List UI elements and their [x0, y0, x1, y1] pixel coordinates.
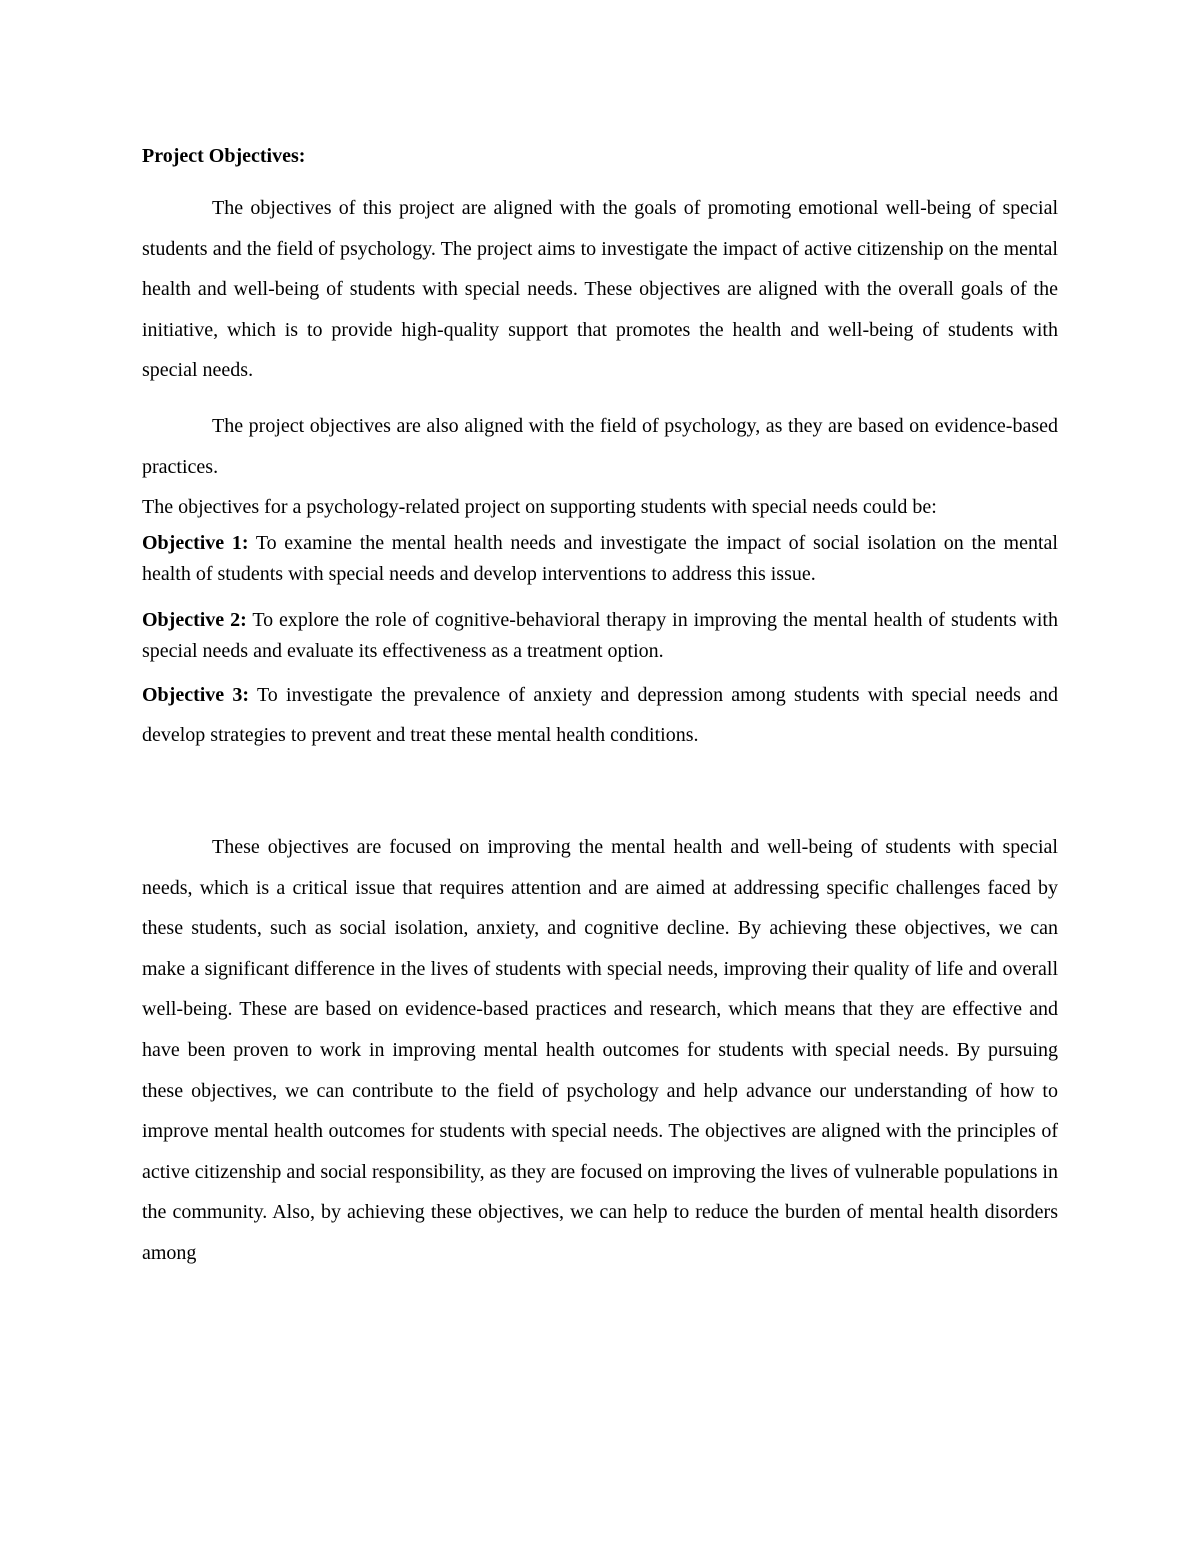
- objective-1-label: Objective 1:: [142, 531, 249, 554]
- paragraph-psychology-alignment: The project objectives are also aligned with the field of psychology, as they are based on evidence-based practices.: [142, 414, 1058, 478]
- objective-3-label: Objective 3:: [142, 683, 250, 706]
- paragraph-alignment: The objectives of this project are aligned with the goals of promoting emotional well-being of special students and the field of psychology. The project aims to investigate the impact of active citizenship on the mental health and well-being of students with special needs. These objectives are aligned with the overall goals of the initiative, which is to provide high-quality support that promotes the health and well-being of students with special needs.: [142, 197, 1058, 382]
- objective-3: [142, 675, 1058, 756]
- objective-1-text: To examine the mental health needs and investigate the impact of social isolation on the mental health of students with special needs and develop interventions to address this issue.: [142, 531, 1058, 585]
- objective-2-text: To explore the role of cognitive-behavioral therapy in improving the mental health of students with special needs and evaluate its effectiveness as a treatment option.: [142, 608, 1058, 662]
- section-heading: Project Objectives:: [142, 145, 306, 167]
- document-body: [142, 142, 1058, 1273]
- objective-2-label: Objective 2:: [142, 608, 247, 631]
- paragraph-objectives-intro: The objectives for a psychology-related project on supporting students with special needs could be:: [142, 496, 937, 519]
- objective-1: [142, 528, 1058, 590]
- objective-2: [142, 605, 1058, 667]
- paragraph-conclusion: These objectives are focused on improving the mental health and well-being of students with special needs, which is a critical issue that requires attention and are aimed at addressing specific challenges faced by these students, such as social isolation, anxiety, and cognitive decline. By achieving these objectives, we can make a significant difference in the lives of students with special needs, improving their quality of life and overall well-being. These are based on evidence-based practices and research, which means that they are effective and have been proven to work in improving mental health outcomes for students with special needs. By pursuing these objectives, we can contribute to the field of psychology and help advance our understanding of how to improve mental health outcomes for students with special needs. The objectives are aligned with the principles of active citizenship and social responsibility, as they are focused on improving the lives of vulnerable populations in the community. Also, by achieving these objectives, we can help to reduce the burden of mental health disorders among: [142, 835, 1058, 1264]
- objective-3-text: To investigate the prevalence of anxiety and depression among students with special needs and develop strategies to prevent and treat these mental health conditions.: [142, 683, 1058, 747]
